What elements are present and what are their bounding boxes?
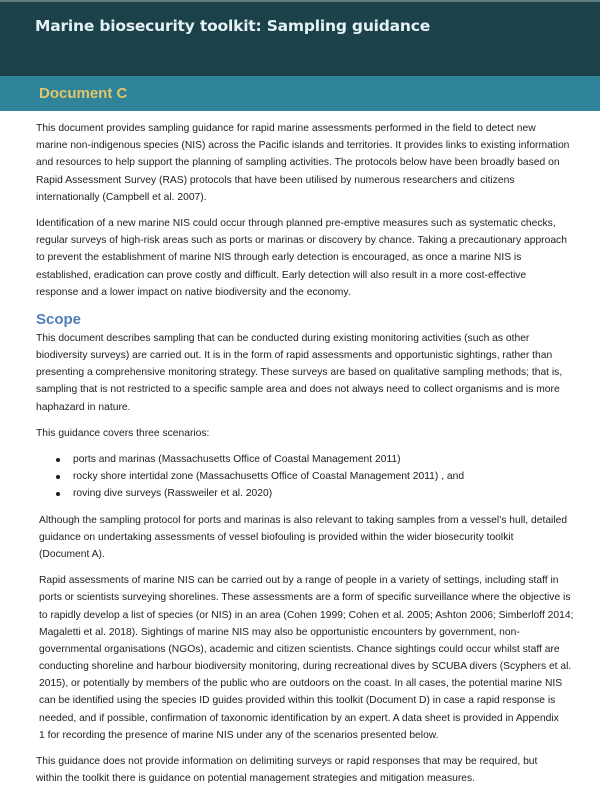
scope-paragraph-2 (39, 512, 576, 564)
text-line: 1 for recording the presence of marine NIS under any of the scenarios presented below. (39, 729, 439, 741)
scenario-text: ports and marinas (Massachusetts Office of Coastal Management 2011) (73, 454, 401, 465)
text-line: haphazard in nature. (36, 401, 131, 413)
text-line: Rapid assessments of marine NIS can be carried out by a range of people in a variety of settings, including staff in (39, 575, 559, 587)
scenario-text: rocky shore intertidal zone (Massachusetts Office of Coastal Management 2011) , and (73, 471, 465, 483)
text-line: biodiversity surveys) are carried out. It is in the form of rapid assessments and opportunistic sightings, rather than (36, 350, 553, 362)
text-line: This document describes sampling that can be conducted during existing monitoring activities (such as other (36, 332, 530, 344)
scenario-list (36, 451, 576, 503)
document-label-band (0, 76, 600, 111)
text-line: Although the sampling protocol for ports and marinas is also relevant to taking samples from a vessel’s hull, detailed (39, 514, 568, 526)
scope-paragraph-1 (36, 330, 576, 416)
scenario-text: roving dive surveys (Rassweiler et al. 2020) (73, 488, 273, 500)
text-line: regular surveys of high-risk areas such as ports or marinas or discovery by chance. Taking a precautionary approach (36, 235, 567, 247)
text-line: internationally (Campbell et al. 2007). (36, 191, 207, 203)
bullet-icon (56, 458, 60, 462)
intro-paragraph-1 (36, 120, 576, 206)
document-label: Document C (39, 85, 128, 102)
text-line: This document provides sampling guidance for rapid marine assessments performed in the field to detect new (36, 123, 536, 134)
text-line: marine non-indigenous species (NIS) across the Pacific islands and territories. It provides links to existing information (36, 140, 570, 152)
text-line: guidance on undertaking assessments of vessel biofouling is provided within the wider biosecurity toolkit (39, 531, 514, 543)
text-line: needed, and if possible, confirmation of taxonomic identification by an expert. A data sheet is provided in Appendix (39, 712, 559, 724)
text-line: established, eradication can prove costly and difficult. Early detection will also result in a more cost-effective (36, 269, 527, 281)
text-line: Rapid Assessment Survey (RAS) protocols that have been utilised by numerous researchers and citizens (36, 174, 515, 186)
text-line: can be identified using the species ID guides provided within this toolkit (Document D) in case a rapid response is (39, 695, 556, 707)
scenario-item (36, 468, 576, 485)
text-line: This guidance does not provide information on delimiting surveys or rapid responses that may be required, but (36, 756, 538, 767)
text-line: to rapidly develop a list of species (or NIS) in an area (Cohen 1999; Cohen et al. 2005; Ashton 2006; Simberloff 2014; (39, 609, 574, 621)
text-line: presenting a comprehensive monitoring strategy. These surveys are based on qualitative sampling methods; that is, (36, 367, 563, 379)
text-line: Magaletti et al. 2018). Sightings of marine NIS may also be opportunistic encounters by government, non- (39, 626, 520, 638)
text-line: and resources to help support the planning of sampling activities. The protocols below have been broadly based on (36, 157, 560, 169)
text-line: to prevent the establishment of marine NIS through early detection is encouraged, as once a marine NIS is (36, 252, 522, 264)
scope-paragraph-3 (39, 572, 576, 744)
document-header (0, 2, 600, 76)
bullet-icon (56, 492, 60, 496)
bullet-icon (56, 475, 60, 479)
text-line: conducting shoreline and harbour biodiversity monitoring, during recreational dives by SCUBA divers (Scyphers et al. (39, 661, 572, 673)
text-line: Identification of a new marine NIS could occur through planned pre-emptive measures such as systematic checks, (36, 217, 556, 229)
text-line: governmental organisations (NGOs), academic and citizen scientists. Chance sightings could occur whilst staff are (39, 643, 560, 655)
text-line: within the toolkit there is guidance on potential management strategies and mitigation measures. (36, 773, 476, 785)
scenario-item (36, 451, 576, 468)
intro-paragraph-2 (36, 215, 576, 301)
text-line: This guidance covers three scenarios: (36, 427, 210, 439)
text-line: response and a lower impact on native biodiversity and the economy. (36, 286, 351, 298)
scope-paragraph-4 (36, 753, 576, 787)
scenario-item (36, 485, 576, 502)
document-title: Marine biosecurity toolkit: Sampling guidance (35, 17, 431, 35)
scope-heading: Scope (36, 310, 82, 328)
text-line: (Document A). (39, 548, 105, 560)
scenarios-intro (36, 425, 576, 442)
text-line: 2015), or potentially by members of the public who are outdoors on the coast. In all cases, the potential marine NIS (39, 678, 563, 690)
text-line: ports or scientists surveying shorelines. These assessments are a form of specific surveillance where the objective is (39, 592, 571, 604)
document-body (36, 120, 576, 796)
text-line: sampling that is not restricted to a specific sample area and does not always need to collect organisms and is more (36, 384, 560, 396)
